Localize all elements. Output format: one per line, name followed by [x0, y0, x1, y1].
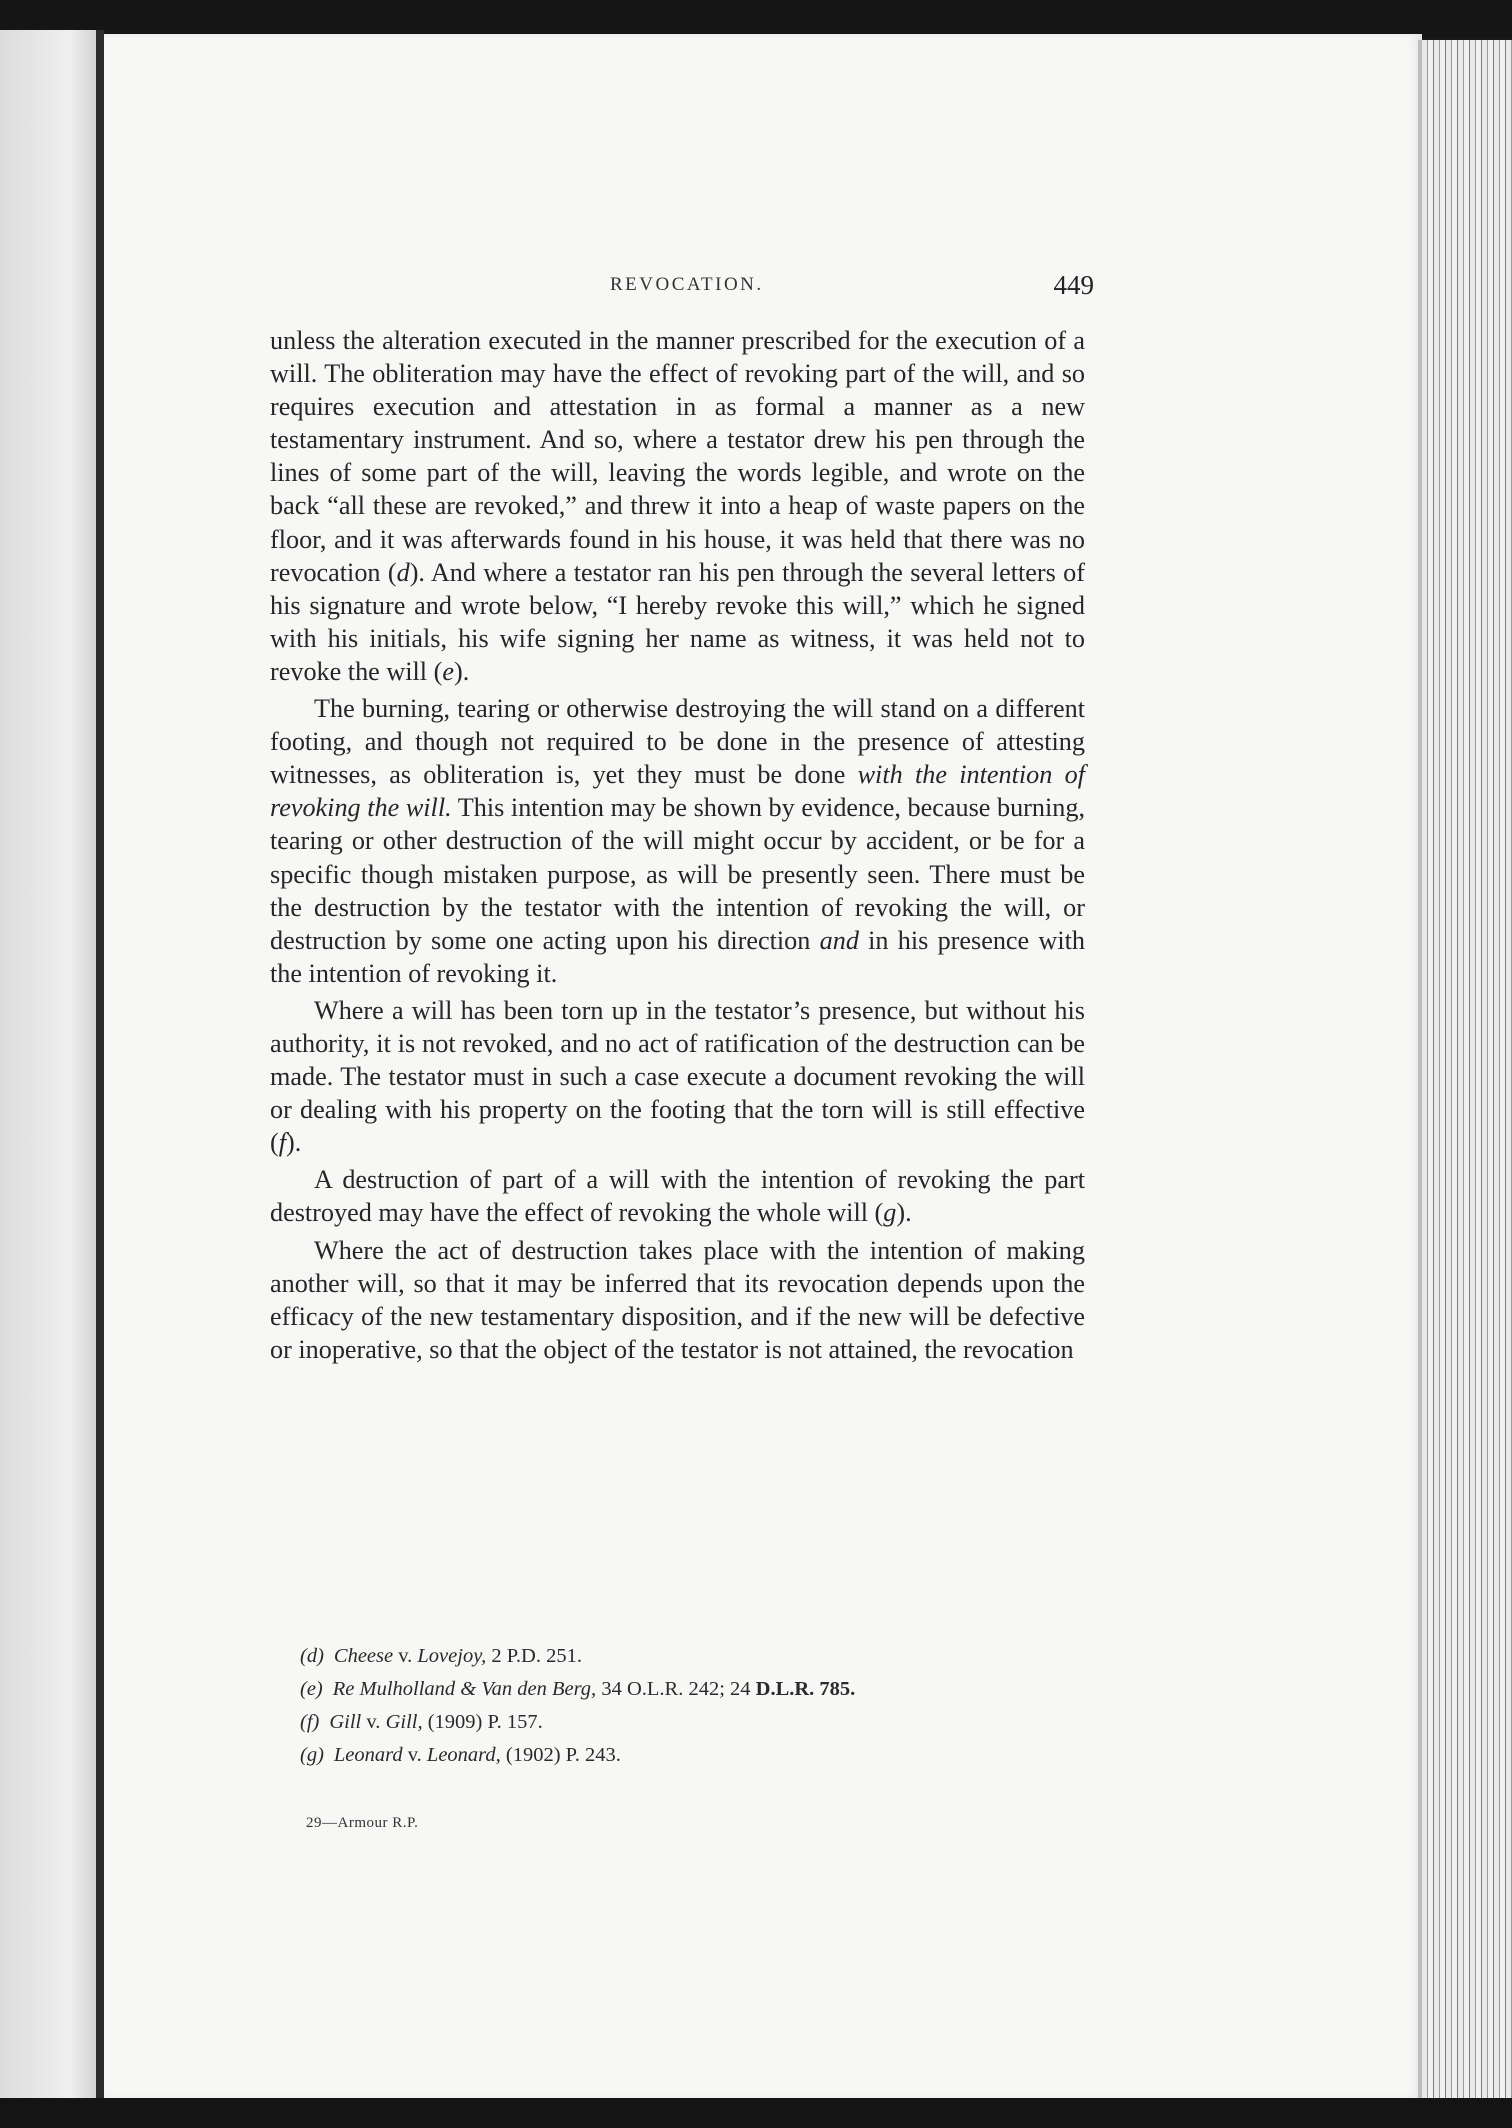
paragraph-1-text-a: unless the alteration executed in the manner prescribed for the execution of a will. The obliteration may have the effect of revoking part of the will, and so requires execution and attestation in as formal a manner as a new testamentary instrument. And so, where a testator drew his pen through the lines of some part of the will, leaving the words legible, and wrote on the back “all these are revoked,” and threw it into a heap of waste papers on the floor, and it was afterwards found in his house, it was held that there was no revocation ( [270, 326, 1085, 587]
citation: 34 O.L.R. 242; 24 [596, 1678, 756, 1700]
running-title: REVOCATION. [610, 274, 764, 295]
footnote-ref-e: e [442, 656, 454, 686]
case-name: Re Mulholland & Van den Berg, [332, 1678, 597, 1700]
printer-signature: 29—Armour R.P. [306, 1815, 419, 1831]
footnote-e [300, 1673, 1080, 1706]
case-name: Cheese [333, 1645, 394, 1667]
case-name: Leonard [333, 1744, 403, 1766]
body-text [270, 324, 1085, 1370]
footnote-mark: (f) [300, 1711, 320, 1733]
running-head [270, 270, 1094, 306]
paragraph-3-text-a: Where a will has been torn up in the testator’s presence, but without his authority, it is not revoked, and no act of ratification of the destruction can be made. The testator must in such a case execute a document revoking the will or dealing with his property on the footing that the torn will is still effective ( [270, 995, 1085, 1158]
citation: (1902) P. 243. [500, 1744, 621, 1766]
paragraph-2 [270, 692, 1085, 990]
citation: (1909) P. 157. [422, 1711, 543, 1733]
page-stack-edges [1422, 40, 1512, 2100]
book-gutter [96, 30, 104, 2100]
versus: v. [361, 1711, 386, 1733]
footnote-g [300, 1739, 1080, 1772]
paragraph-3 [270, 994, 1085, 1159]
paragraph-2-text-c: in his presence with the intention of revoking it. [270, 925, 1085, 988]
citation: 2 P.D. 251. [486, 1645, 582, 1667]
footnote-mark: (g) [300, 1744, 324, 1766]
paragraph-2-text-a: The burning, tearing or otherwise destroying the will stand on a different footing, and though not required to be done in the presence of attesting witnesses, as obliteration is, yet they must be done [270, 694, 1085, 790]
footnotes [300, 1640, 1080, 1772]
paragraph-5: Where the act of destruction takes place with the intention of making another will, so that it may be inferred that its revocation depends upon the efficacy of the new testamentary disposition, and if the new will be defective or inoperative, so that the object of the testator is not attained, the revocation [270, 1235, 1085, 1364]
facing-page-edge [0, 30, 100, 2100]
footnote-ref-f: f [278, 1128, 287, 1158]
paragraph-4-text-a: A destruction of part of a will with the intention of revoking the part destroyed may have the effect of revoking the whole will ( [270, 1165, 1085, 1228]
versus: v. [402, 1744, 427, 1766]
case-name: Gill [329, 1711, 362, 1733]
page-number: 449 [1053, 270, 1094, 300]
versus: v. [393, 1645, 418, 1667]
paragraph-4 [270, 1163, 1085, 1229]
paragraph-1-text-b: ). And where a testator ran his pen through the several letters of his signature and wrote below, “I hereby revoke this will,” which he signed with his initials, his wife signing her name as witness, it was held not to revoke the will ( [270, 557, 1085, 686]
case-name-2: Gill, [385, 1711, 423, 1733]
paragraph-2-italic-and: and [819, 925, 859, 955]
paragraph-4-text-b: ). [896, 1198, 912, 1228]
paragraph-1-text-c: ). [453, 656, 470, 686]
footnote-mark: (d) [300, 1645, 324, 1667]
case-name-2: Lovejoy, [417, 1645, 487, 1667]
footnote-d [300, 1640, 1080, 1673]
scan-border-bottom [0, 2098, 1512, 2128]
citation-bold: D.L.R. 785. [755, 1678, 856, 1700]
footnote-ref-g: g [883, 1198, 897, 1228]
paragraph-1 [270, 324, 1085, 688]
paragraph-3-text-b: ). [286, 1128, 302, 1158]
paragraph-2-text-b: This intention may be shown by evidence, because burning, tearing or other destruction of the will might occur by accident, or be for a specific though mistaken purpose, as will be presently seen. There must be the destruction by the testator with the intention of revoking the will, or destruction by some one acting upon his direction [270, 793, 1085, 955]
footnote-f [300, 1706, 1080, 1739]
footnote-mark: (e) [300, 1678, 323, 1700]
footnote-ref-d: d [396, 557, 410, 587]
scan-border-top [0, 0, 1512, 38]
paragraph-2-italic: with the intention of revoking the will. [270, 760, 1085, 823]
case-name-2: Leonard, [426, 1744, 501, 1766]
